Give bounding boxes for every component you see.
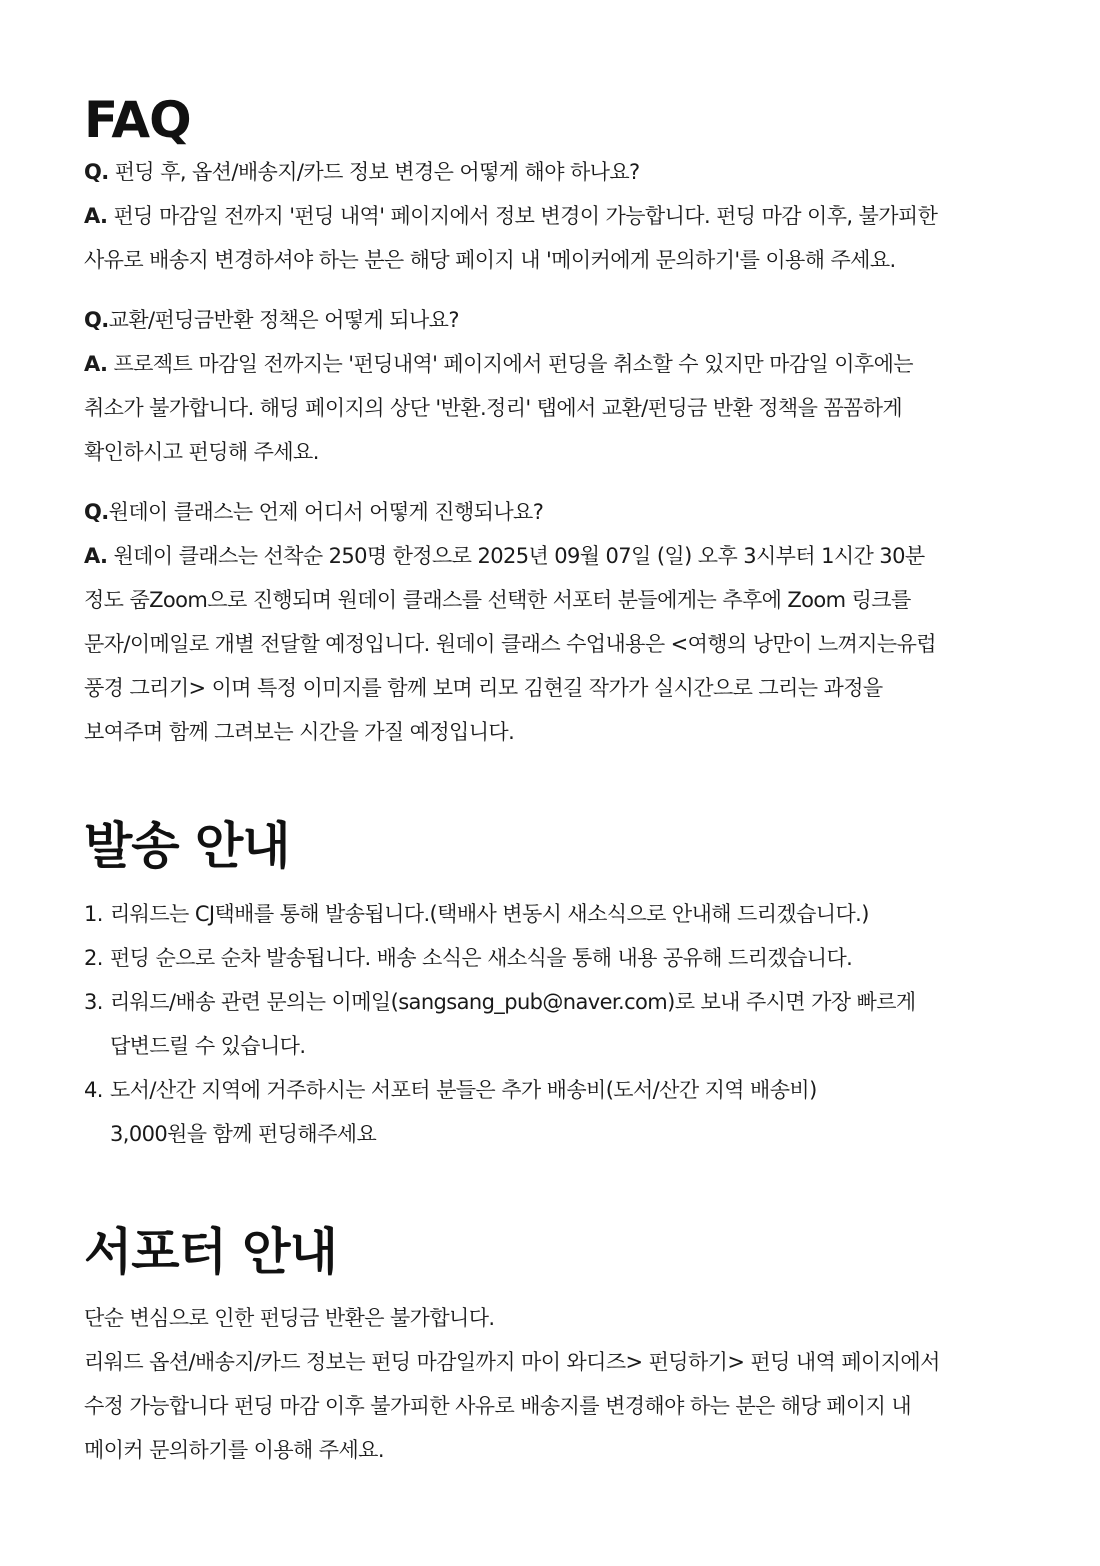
faq-answer-line: A. 펀딩 마감일 전까지 '펀딩 내역' 페이지에서 정보 변경이 가능합니다. 펀딩 마감 이후, 불가피한 (84, 204, 938, 228)
shipping-list (84, 892, 1044, 1156)
a-prefix: A. (84, 204, 108, 228)
supporter-title: 서포터 안내 (84, 1223, 337, 1281)
supporter-line: 단순 변심으로 인한 펀딩금 반환은 불가합니다. (84, 1306, 495, 1330)
faq-answer-line: 취소가 불가합니다. 해딩 페이지의 상단 '반환.정리' 탭에서 교환/펀딩금 반환 정책을 꼼꼼하게 (84, 396, 903, 420)
list-item: 3. 리워드/배송 관련 문의는 이메일(sangsang_pub@naver.com)로 보내 주시면 가장 빠르게 답변드릴 수 있습니다. (84, 980, 1044, 1068)
faq-answer-line: 풍경 그리기> 이며 특정 이미지를 함께 보며 리모 김현길 작가가 실시간으로 그리는 과정을 (84, 676, 883, 700)
faq-answer-line: A. 원데이 클래스는 선착순 250명 한정으로 2025년 09월 07일 (일) 오후 3시부터 1시간 30분 (84, 544, 925, 568)
a-prefix: A. (84, 352, 108, 376)
faq-item-1 (84, 150, 1044, 282)
a-prefix: A. (84, 544, 108, 568)
supporter-line: 메이커 문의하기를 이용해 주세요. (84, 1438, 384, 1462)
faq-title: FAQ (84, 91, 191, 149)
list-number: 3. (84, 990, 103, 1014)
list-item: 4. 도서/산간 지역에 거주하시는 서포터 분들은 추가 배송비(도서/산간 지역 배송비) 3,000원을 함께 펀딩해주세요 (84, 1068, 1044, 1156)
list-item: 1. 리워드는 CJ택배를 통해 발송됩니다.(택배사 변동시 새소식으로 안내해 드리겠습니다.) (84, 892, 1044, 936)
faq-item-2 (84, 298, 1044, 474)
list-number: 1. (84, 902, 103, 926)
supporter-body (84, 1296, 1044, 1472)
faq-answer-line: 확인하시고 펀딩해 주세요. (84, 440, 319, 464)
q-prefix: Q. (84, 500, 109, 524)
q-prefix: Q. (84, 308, 109, 332)
faq-answer-line: 정도 줌Zoom으로 진행되며 원데이 클래스를 선택한 서포터 분들에게는 추후에 Zoom 링크를 (84, 588, 911, 612)
faq-answer-line: 보여주며 함께 그려보는 시간을 가질 예정입니다. (84, 720, 515, 744)
list-number: 4. (84, 1078, 103, 1102)
faq-item-3 (84, 490, 1044, 754)
q-text: 원데이 클래스는 언제 어디서 어떻게 진행되나요? (108, 500, 544, 524)
faq-question (84, 150, 1044, 194)
q-prefix: Q. (84, 160, 109, 184)
list-number: 2. (84, 946, 103, 970)
q-text: 펀딩 후, 옵션/배송지/카드 정보 변경은 어떻게 해야 하나요? (108, 160, 640, 184)
list-item: 2. 펀딩 순으로 순차 발송됩니다. 배송 소식은 새소식을 통해 내용 공유해 드리겠습니다. (84, 936, 1044, 980)
faq-answer-line: 문자/이메일로 개별 전달할 예정입니다. 원데이 클래스 수업내용은 <여행의 낭만이 느껴지는유럽 (84, 632, 936, 656)
faq-answer-line: 사유로 배송지 변경하셔야 하는 분은 해당 페이지 내 '메이커에게 문의하기'를 이용해 주세요. (84, 248, 896, 272)
faq-question (84, 298, 1044, 342)
shipping-title: 발송 안내 (84, 817, 290, 875)
supporter-line: 수정 가능합니다 펀딩 마감 이후 불가피한 사유로 배송지를 변경해야 하는 분은 해당 페이지 내 (84, 1394, 912, 1418)
q-text: 교환/펀딩금반환 정책은 어떻게 되나요? (108, 308, 459, 332)
faq-answer-line: A. 프로젝트 마감일 전까지는 '펀딩내역' 페이지에서 펀딩을 취소할 수 있지만 마감일 이후에는 (84, 352, 913, 376)
faq-question (84, 490, 1044, 534)
supporter-line: 리워드 옵션/배송지/카드 정보는 펀딩 마감일까지 마이 와디즈> 펀딩하기> 펀딩 내역 페이지에서 (84, 1350, 940, 1374)
